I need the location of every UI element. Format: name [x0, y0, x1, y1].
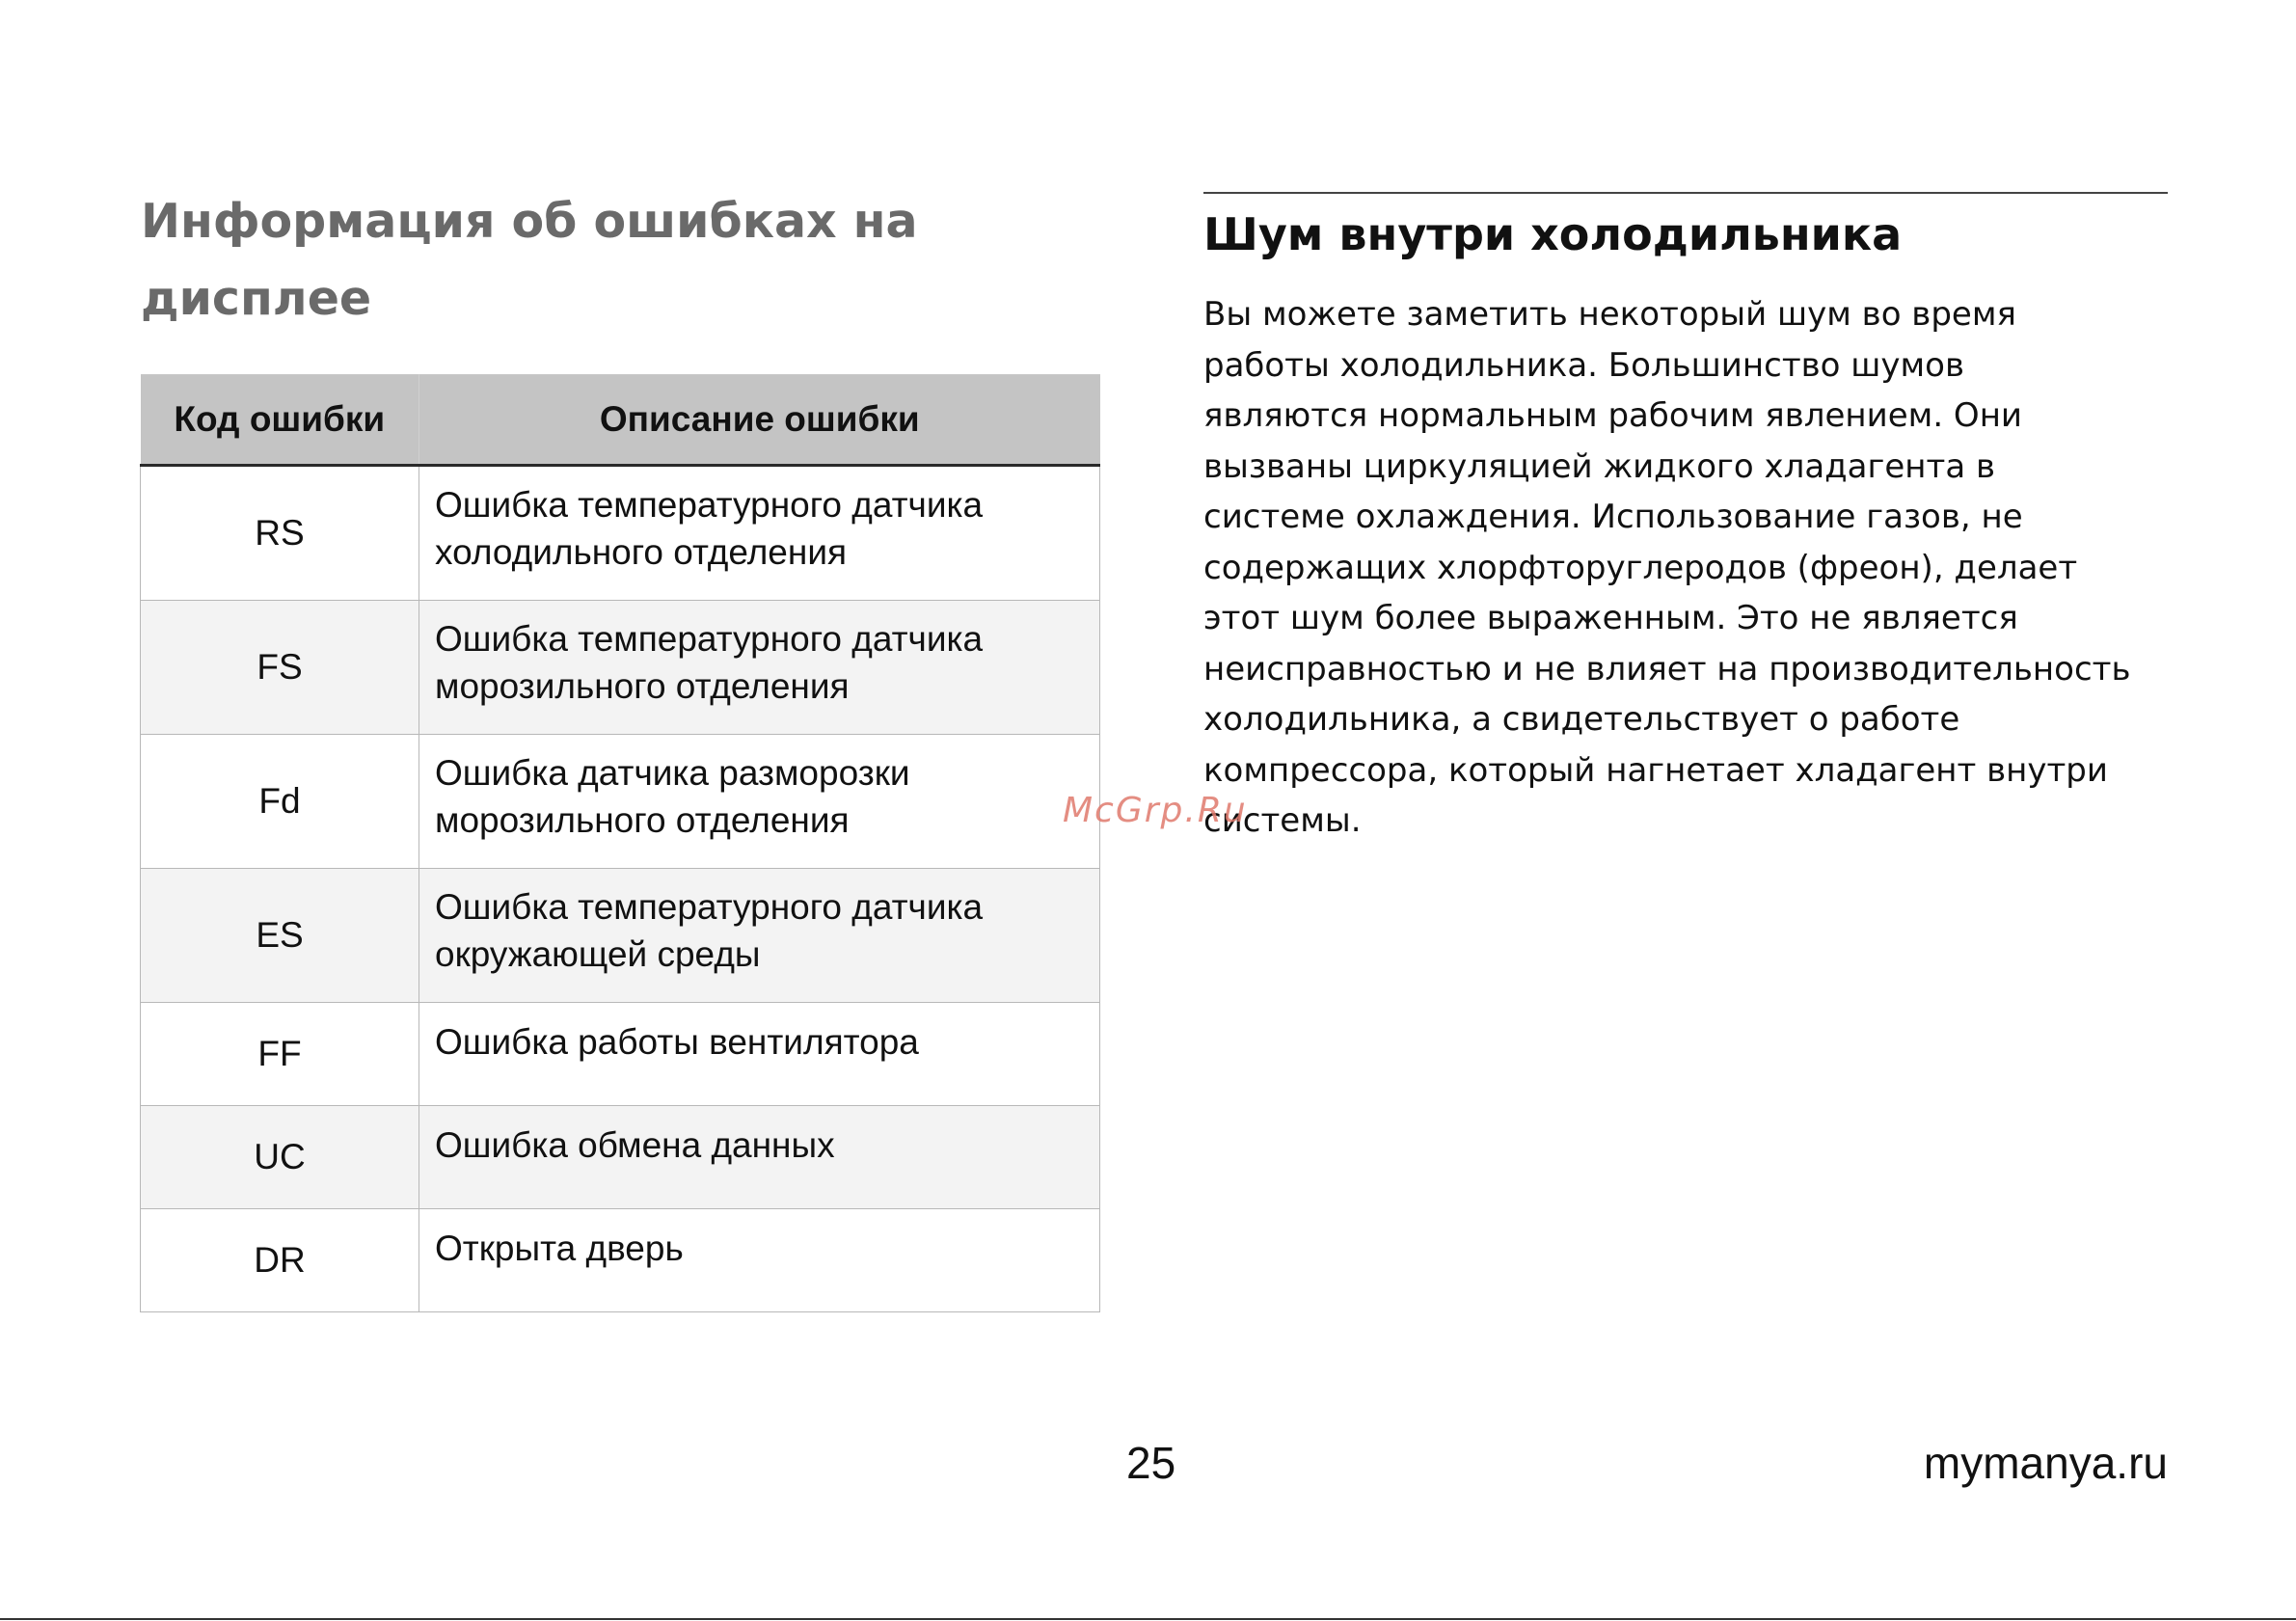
body-line: системы. [1203, 801, 1362, 840]
watermark: McGrp.Ru [1063, 791, 1248, 830]
error-code-cell: ES [141, 869, 419, 1003]
description-line: Ошибка температурного датчика [435, 887, 984, 927]
body-line: этот шум более выраженным. Это не является [1203, 599, 2018, 637]
error-description-cell [419, 869, 1100, 1003]
section-title-line-2: дисплее [141, 271, 372, 326]
error-code-cell: FF [141, 1003, 419, 1106]
page-number: 25 [1126, 1438, 1176, 1488]
noise-section-title: Шум внутри холодильника [1203, 208, 1903, 260]
body-line: холодильника, а свидетельствует о работе [1203, 700, 1960, 739]
body-line: Вы можете заметить некоторый шум во время [1203, 295, 2016, 334]
section-title [141, 183, 1009, 338]
body-line: вызваны циркуляцией жидкого хладагента в [1203, 446, 1996, 486]
section-divider [1203, 192, 2168, 194]
body-line: компрессора, который нагнетает хладагент внутри [1203, 750, 2108, 790]
description-line: морозильного отделения [435, 800, 850, 840]
error-code-cell: FS [141, 601, 419, 735]
error-description-cell [419, 601, 1100, 735]
error-codes-table [140, 374, 1100, 1312]
body-line: неисправностью и не влияет на производительность [1203, 649, 2131, 689]
error-code-cell: UC [141, 1106, 419, 1209]
table-header-row [141, 375, 1100, 466]
error-code-cell: Fd [141, 735, 419, 869]
description-line: Ошибка температурного датчика [435, 485, 984, 525]
table-row [141, 869, 1100, 1003]
description-line: Ошибка датчика разморозки [435, 753, 910, 793]
description-line: Ошибка температурного датчика [435, 619, 984, 659]
footer-site-name: mymanya.ru [1923, 1438, 2168, 1488]
error-code-cell: DR [141, 1209, 419, 1312]
body-line: содержащих хлорфторуглеродов (фреон), делает [1203, 548, 2078, 587]
table-row [141, 1003, 1100, 1106]
body-line: работы холодильника. Большинство шумов [1203, 345, 1964, 385]
error-description-cell [419, 735, 1100, 869]
header-error-description: Описание ошибки [419, 375, 1100, 466]
body-line: являются нормальным рабочим явлением. Они [1203, 396, 2023, 435]
table-row [141, 601, 1100, 735]
error-description-cell: Открыта дверь [419, 1209, 1100, 1312]
noise-section-body [1203, 289, 2177, 847]
error-description-cell: Ошибка работы вентилятора [419, 1003, 1100, 1106]
table-row [141, 735, 1100, 869]
error-description-cell: Ошибка обмена данных [419, 1106, 1100, 1209]
description-line: окружающей среды [435, 934, 761, 974]
section-title-line-1: Информация об ошибках на [141, 194, 918, 249]
description-line: холодильного отделения [435, 532, 848, 572]
table-row [141, 1106, 1100, 1209]
body-line: системе охлаждения. Использование газов, не [1203, 498, 2023, 536]
error-description-cell [419, 466, 1100, 601]
error-code-cell: RS [141, 466, 419, 601]
page-bottom-border [0, 1618, 2296, 1620]
table-row [141, 466, 1100, 601]
header-error-code: Код ошибки [141, 375, 419, 466]
table-row [141, 1209, 1100, 1312]
description-line: морозильного отделения [435, 666, 850, 706]
